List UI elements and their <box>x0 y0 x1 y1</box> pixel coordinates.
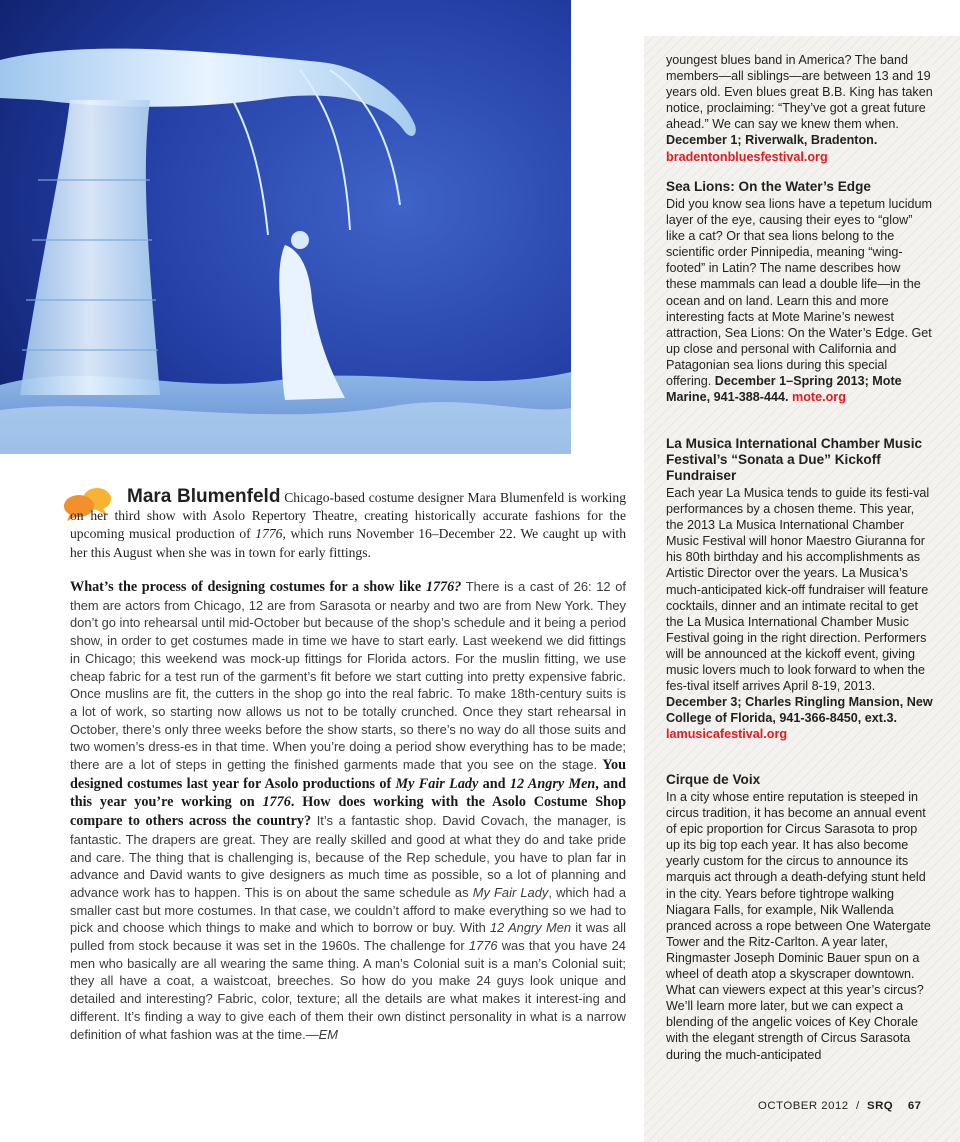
sealions-text: Did you know sea lions have a tepetum lucidum layer of the eye, causing their eyes to “glow” like a cat? Or that sea lions belong to the scientific order Pinnipedia, meaning “wing-footed” in Latin? The name describes how these mammals can lead a double life—in the ocean and on land. Learn this and more interesting facts at Mote Marine’s newest attraction, Sea Lions: On the Water’s Edge. Get up close and personal with California and Patagonian sea lions during this special offering. <box>666 197 933 389</box>
blues-listing <box>666 52 934 165</box>
answer-1: There is a cast of 26: 12 of them are actors from Chicago, 12 are from Sarasota or nearby and two are from New York. They don’t go into rehearsal until mid-October but because of the shop’s schedule and it being a period show, in order to get costumes made in time we have to start early. Last weekend we did fittings in Chicago; this weekend was mock-up fittings for Florida actors. For the muslin fitting, we use cheap fabric for a test run of the garment’s fit before we start cutting into pretty expensive fabric. Once muslins are fit, the cutters in the shop go into the real fabric. To make 18th-century suits is a lot of work, so starting now allows us not to be totally crunched. Once they start rehearsal in October, there’s only three weeks before the show starts, so there’s no way do all those suits and two women’s dress-es in that time. When you’re doing a period show everything has to be made; there are a lot of steps in getting the finished garments made that you see on the stage. <box>70 579 626 773</box>
cirque-listing <box>666 772 934 1063</box>
lamusica-title: La Musica International Chamber Music Festival’s “Sonata a Due” Kickoff Fundraiser <box>666 436 923 483</box>
footer-month: OCTOBER 2012 <box>758 1100 849 1112</box>
cirque-text: In a city whose entire reputation is steeped in circus tradition, it has become an annual event of epic proportion for Circus Sarasota to prop up its big top each year. It has also become yearly custom for the circus to announce its marquis act through a death-defying stunt held in the city. Years before tightrope walking Niagara Falls, for example, Nik Wallenda pranced across a rope between One Watergate Tower and the Ritz-Carlton. A year later, Ringmaster Joseph Dominic Bauer spun on a wheel of death atop a skyscraper downtown. What can viewers expect at this year’s circus? We’ll learn more later, but we can expect a blending of the angelic voices of Key Chorale with the elegant strength of Circus Sarasota during the much-anticipated <box>666 790 931 1062</box>
lamusica-details: December 3; Charles Ringling Mansion, New College of Florida, 941-366-8450, ext.3. <box>666 695 933 726</box>
sealions-url-link[interactable]: mote.org <box>792 390 846 405</box>
interviewee-name: Mara Blumenfeld <box>127 486 281 507</box>
lamusica-text: Each year La Musica tends to guide its festi-val performances by a chosen theme. This year, the 2013 La Musica International Chamber Music Festival will honor Maestro Giuranna for his 80th birthday and his accomplishments as Artistic Director over the years. La Musica’s much-anticipated kick-off fundraiser will feature cocktails, dinner and an intimate recital to get the La Musica International Chamber Music Festival going in the right direction. Performers will be announced at the kickoff event, giving music lovers much to look forward to when the fes-tival itself arrives April 8-19, 2013. <box>666 486 930 694</box>
cirque-title: Cirque de Voix <box>666 772 761 787</box>
page-footer <box>758 1100 922 1112</box>
footer-separator: / <box>855 1100 860 1112</box>
page-number: 67 <box>907 1100 922 1112</box>
interview-intro <box>70 488 626 562</box>
interview-body <box>70 578 626 1043</box>
footer-magazine: SRQ <box>866 1100 894 1112</box>
question-1: What’s the process of designing costumes for a show like 1776? <box>70 579 462 595</box>
answer-2: It’s a fantastic shop. David Covach, the manager, is fantastic. The drapers are great. They are really skilled and good at what they do and take pride and care. The thing that is challenging is, because of the Rep schedule, you have to plan far in advance and David wants to give designers as much time as possible, so a lot of planning and advance work has to happen. This is on about the same schedule as My Fair Lady, which had a smaller cast but more costumes. In that case, we couldn’t afford to make everything so we had to pick and choose which things to make and which to borrow or buy. With 12 Angry Men it was all pulled from stock because it was set in the 1960s. The challenge for 1776 was that you have 24 men who basically are all wearing the same thing. A man’s Colonial suit is a man’s Colonial suit; they all have a coat, a waistcoat, breeches. So how do you make 24 guys look unique and detailed and interesting? Fabric, color, texture; all the details are what makes it interest-ing and different. It’s finding a way to give each of them their own distinct personality in what is a narrow definition of what fashion was at the time.—EM <box>70 813 627 1042</box>
intro-text-b: which runs November 16–December 22. We caught up with her this August when she was in town for early fittings. <box>70 526 626 560</box>
lamusica-listing <box>666 436 934 743</box>
sealions-title: Sea Lions: On the Water’s Edge <box>666 179 871 194</box>
sealions-details: December 1–Spring 2013; Mote Marine, 941-388-444. <box>666 374 902 405</box>
photo-costume-dancer <box>0 0 571 454</box>
blues-details: December 1; Riverwalk, Bradenton. <box>666 133 878 148</box>
question-2: You designed costumes last year for Asolo productions of My Fair Lady and 12 Angry Men, and this year you’re working on 1776. How does working with the Asolo Costume Shop compare to others across the country? <box>70 757 627 830</box>
sealions-listing <box>666 179 934 405</box>
signature: EM <box>318 1026 338 1042</box>
blues-text: youngest blues band in America? The band members—all siblings—are between 13 and 19 years old. Even blues great B.B. King has taken notice, proclaiming: “They’ve got a great future ahead.” We can say we knew them when. <box>666 53 933 132</box>
blues-url-link[interactable]: bradentonbluesfestival.org <box>666 149 828 164</box>
intro-text-a: Chicago-based costume designer Mara Blumenfeld is working on her third show with Asolo Repertory Theatre, creating historically accurate fashions for the upcoming musical production of <box>70 490 626 542</box>
lamusica-url-link[interactable]: lamusicafestival.org <box>666 727 788 742</box>
intro-title: 1776, <box>255 526 286 542</box>
